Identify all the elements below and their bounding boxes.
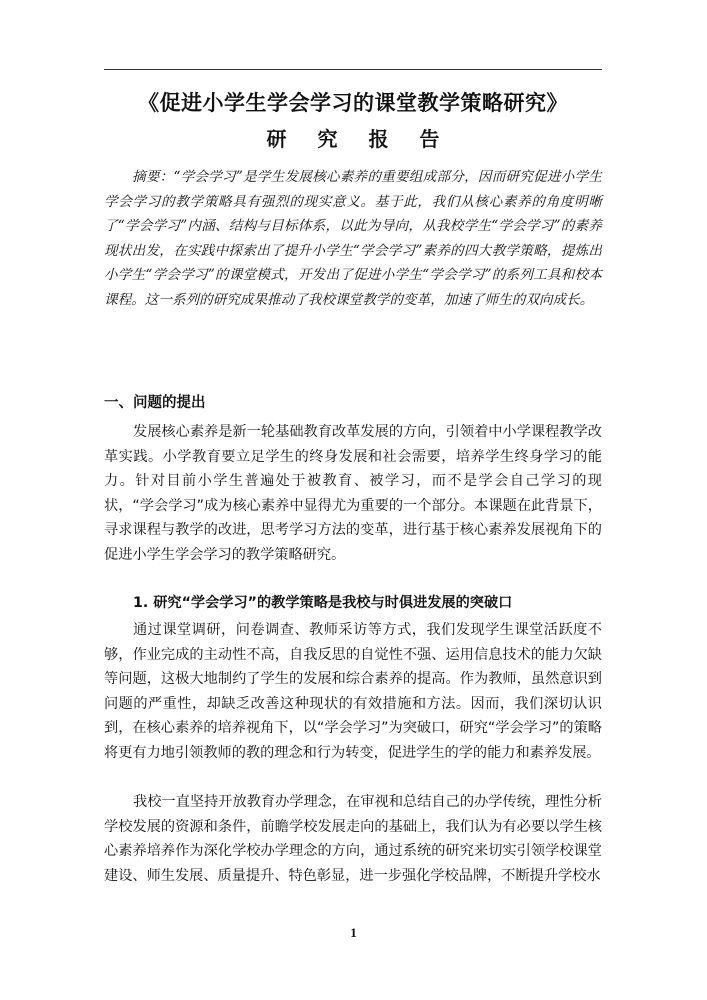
body-paragraph-3: 我校一直坚持开放教育办学理念，在审视和总结自己的办学传统，理性分析学校发展的资源和条件，前瞻学校发展走向的基础上，我们认为有必要以学生核心素养培养作为深化学校办学理念的方向，通过系统的研究来切实引领学校课堂建设、师生发展、质量提升、特色彰显，进一步强化学校品牌，不断提升学校水: [104, 794, 602, 884]
abstract-paragraph: 摘要：“学会学习”是学生发展核心素养的重要组成部分，因而研究促进小学生学会学习的教学策略具有强烈的现实意义。基于此，我们从核心素养的角度明晰了“学会学习”内涵、结构与目标体系，以此为导向，从我校学生“学会学习”的素养现状出发，在实践中探索出了提升小学生“学会学习”素养的四大教学策略，提炼出小学生“学会学习”的课堂模式，开发出了促进小学生“学会学习”的系列工具和校本课程。这一系列的研究成果推动了我校课堂教学的变革，加速了师生的双向成长。: [104, 169, 602, 308]
section-heading: 一、问题的提出: [104, 395, 206, 411]
document-title: 《促进小学生学会学习的课堂教学策略研究》: [138, 90, 568, 115]
page-number: 1: [350, 925, 357, 940]
body-paragraph-2: 通过课堂调研，问卷调查、教师采访等方式，我们发现学生课堂活跃度不够，作业完成的主动性不高，自我反思的自觉性不强、运用信息技术的能力欠缺等问题，这极大地制约了学生的发展和综合素养的提高。作为教师，虽然意识到问题的严重性，却缺乏改善这种现状的有效措施和方法。因而，我们深切认识到，在核心素养的培养视角下，以“学会学习”为突破口，研究“学会学习”的策略将更有力地引领教师的教的理念和行为转变，促进学生的学的能力和素养发展。: [104, 622, 602, 761]
body-paragraph-1: 发展核心素养是新一轮基础教育改革发展的方向，引领着中小学课程教学改革实践。小学教育要立足学生的终身发展和社会需要，培养学生终身学习的能力。针对目前小学生普遍处于被教育、被学习，而不是学会自己学习的现状，“学会学习”成为核心素养中显得尤为重要的一个部分。本课题在此背景下，寻求课程与教学的改进，思考学习方法的变革，进行基于核心素养发展视角下的促进小学生学会学习的教学策略研究。: [104, 424, 602, 563]
document-subtitle: 研 究 报 告: [266, 127, 452, 151]
subsection-heading: 1. 研究“学会学习”的教学策略是我校与时俱进发展的突破口: [133, 595, 513, 611]
header-rule: [104, 69, 602, 70]
